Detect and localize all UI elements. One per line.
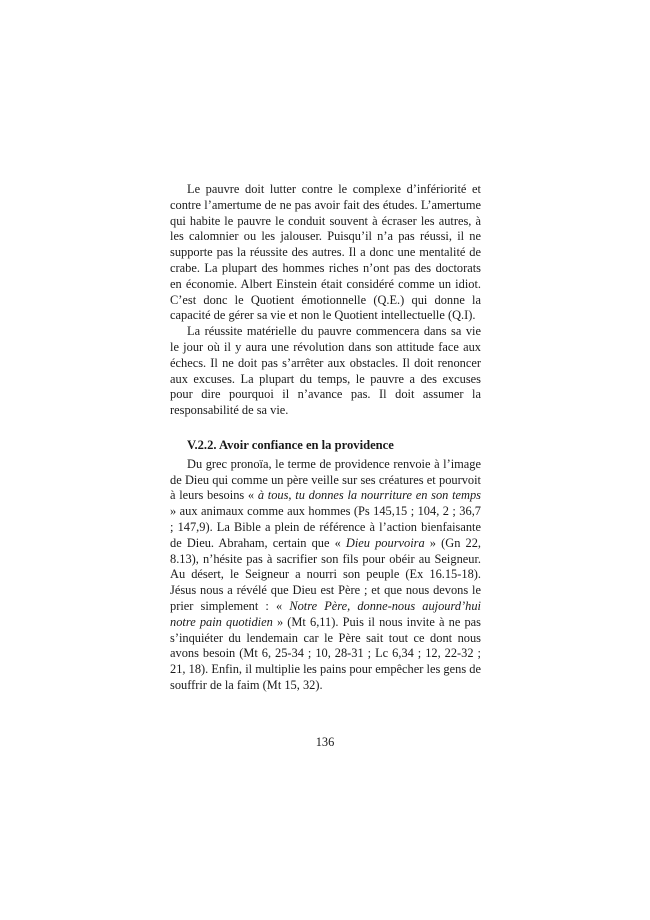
- providence-text-1: Du grec pronoïa, le terme de providence renvoie à l’image de Dieu qui comme un père veille sur ses créatures et pourvoit à leurs besoins «: [170, 456, 481, 503]
- quote-nourriture: à tous, tu donnes la nourriture en son temps: [257, 488, 481, 503]
- page-body: [170, 182, 481, 694]
- providence-text-4: » (Mt 6,11). Puis il nous invite à ne pas s’inquiéter du lendemain car le Père sait tout ce dont nous avons besoin (Mt 6, 25-34 ; 10, 28-31 ; Lc 6,34 ; 12, 22-32 ; 21, 18). Enfin, il multiplie les pains pour empêcher les gens de souffrir de la faim (Mt 15, 32).: [170, 614, 481, 692]
- providence-text-2: » aux animaux comme aux hommes (Ps 145,15 ; 104, 2 ; 36,7 ; 147,9). La Bible a plein de référence à l’action bienfaisante de Dieu. Abraham, certain que «: [170, 504, 481, 550]
- providence-text-3: » (Gn 22, 8.13), n’hésite pas à sacrifier son fils pour obéir au Seigneur. Au désert, le Seigneur a nourri son peuple (Ex 16.15-18). Jésus nous a révélé que Dieu est Père ; et que nous devons le prier simplement : «: [170, 535, 481, 613]
- paragraph-providence: [170, 457, 481, 694]
- section-heading: V.2.2. Avoir confiance en la providence: [187, 437, 394, 452]
- paragraph-inferiority: Le pauvre doit lutter contre le complexe d’infériorité et contre l’amertume de ne pas avoir fait des études. L’amertume qui habite le pauvre le conduit souvent à écraser les autres, à les calomnier ou les jalouser. Puisqu’il n’a pas réussi, il ne supporte pas la réussite des autres. Il a donc une mentalité de crabe. La plupart des hommes riches n’ont pas des doctorats en économie. Albert Einstein était considéré comme un idiot. C’est donc le Quotient émotionnelle (Q.E.) qui donne la capacité de gérer sa vie et non le Quotient intellectuelle (Q.I).: [170, 182, 481, 323]
- quote-dieu-pourvoira: Dieu pourvoira: [345, 535, 425, 550]
- paragraph-material-success: La réussite matérielle du pauvre commencera dans sa vie le jour où il y aura une révolution dans son attitude face aux échecs. Il ne doit pas s’arrêter aux obstacles. Il doit renoncer aux excuses. La plupart du temps, le pauvre a des excuses pour dire pourquoi il n’avance pas. Il doit assumer la responsabilité de sa vie.: [170, 324, 481, 418]
- quote-notre-pere: Notre Père, donne-nous aujourd’hui notre pain quotidien: [170, 598, 482, 629]
- page-number: 136: [315, 735, 335, 749]
